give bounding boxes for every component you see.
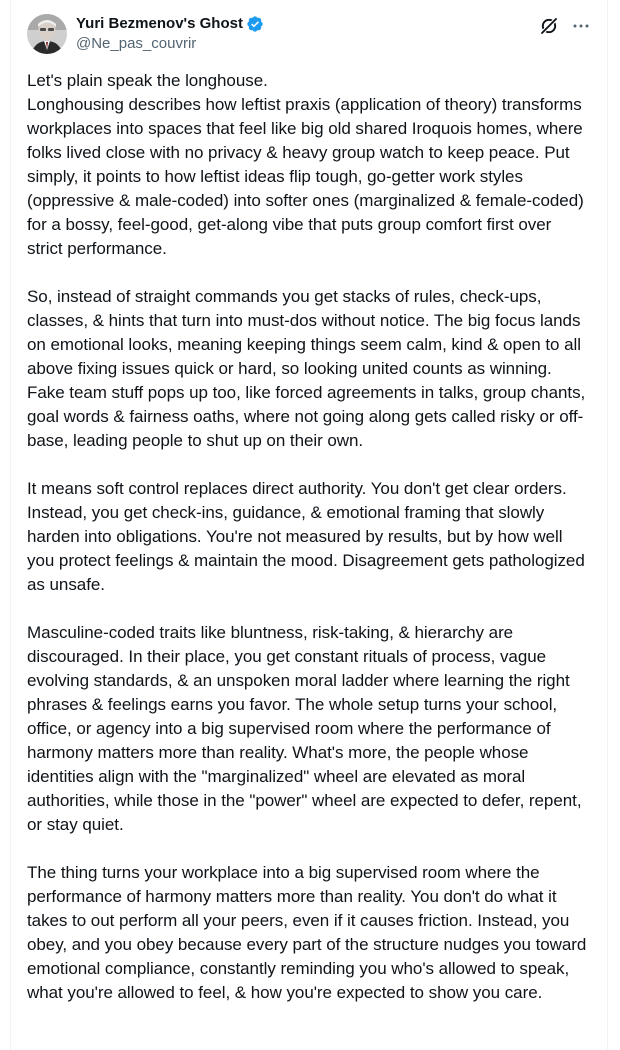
avatar-image [27, 14, 67, 54]
more-icon[interactable] [571, 16, 591, 36]
tweet-header [27, 12, 591, 60]
tweet-paragraph: Masculine-coded traits like bluntness, risk-taking, & hierarchy are discouraged. In their place, you get constant rituals of process, vague evolving standards, & an unspoken moral ladder where learning the right phrases & feelings earns you favor. The whole setup turns your school, office, or agency into a big supervised room where the performance of harmony matters more than reality. What's more, the people whose identities align with the "marginalized" wheel are elevated as moral authorities, while those in the "power" wheel are expected to defer, repent, or stay quiet. [27, 623, 582, 834]
tweet-paragraph: So, instead of straight commands you get stacks of rules, check-ups, classes, & hints that turn into must-dos without notice. The big focus lands on emotional looks, meaning keeping things seem calm, kind & open to all above fixing issues quick or hard, so looking united counts as winning. Fake team stuff pops up too, like forced agreements in talks, group chants, goal words & fairness oaths, where not going along gets called risky or off-base, leading people to shut up on their own. [27, 287, 586, 450]
display-name[interactable]: Yuri Bezmenov's Ghost [76, 15, 243, 32]
tweet-card [10, 0, 608, 1050]
name-row [76, 14, 264, 34]
handle[interactable]: @Ne_pas_couvrir [76, 35, 197, 52]
tweet-paragraph: The thing turns your workplace into a big supervised room where the performance of harmony matters more than reality. You don't do what it takes to out perform all your peers, even if it causes friction. Instead, you obey, and you obey because every part of the structure nudges you toward emotional compliance, constantly reminding you who's allowed to speak, what you're allowed to feel, & how you're expected to show you care. [27, 863, 587, 1002]
tweet-text [27, 69, 591, 1005]
verified-badge-icon [246, 15, 264, 33]
avatar[interactable] [27, 14, 67, 54]
author-names [76, 12, 264, 54]
tweet-paragraph: It means soft control replaces direct authority. You don't get clear orders. Instead, you get check-ins, guidance, & emotional framing that slowly harden into obligations. You're not measured by results, but by how well you protect feelings & maintain the mood. Disagreement gets pathologized as unsafe. [27, 479, 585, 594]
header-actions [539, 12, 591, 36]
grok-icon[interactable] [539, 16, 559, 36]
tweet-paragraph: Let's plain speak the longhouse. Longhousing describes how leftist praxis (application of theory) transforms workplaces into spaces that feel like big old shared Iroquois homes, where folks lived close with no privacy & heavy group watch to keep peace. Put simply, it points to how leftist ideas flip tough, go-getter work styles (oppressive & male-coded) into softer ones (marginalized & female-coded) for a bossy, feel-good, get-along vibe that puts group comfort first over strict performance. [27, 71, 584, 258]
